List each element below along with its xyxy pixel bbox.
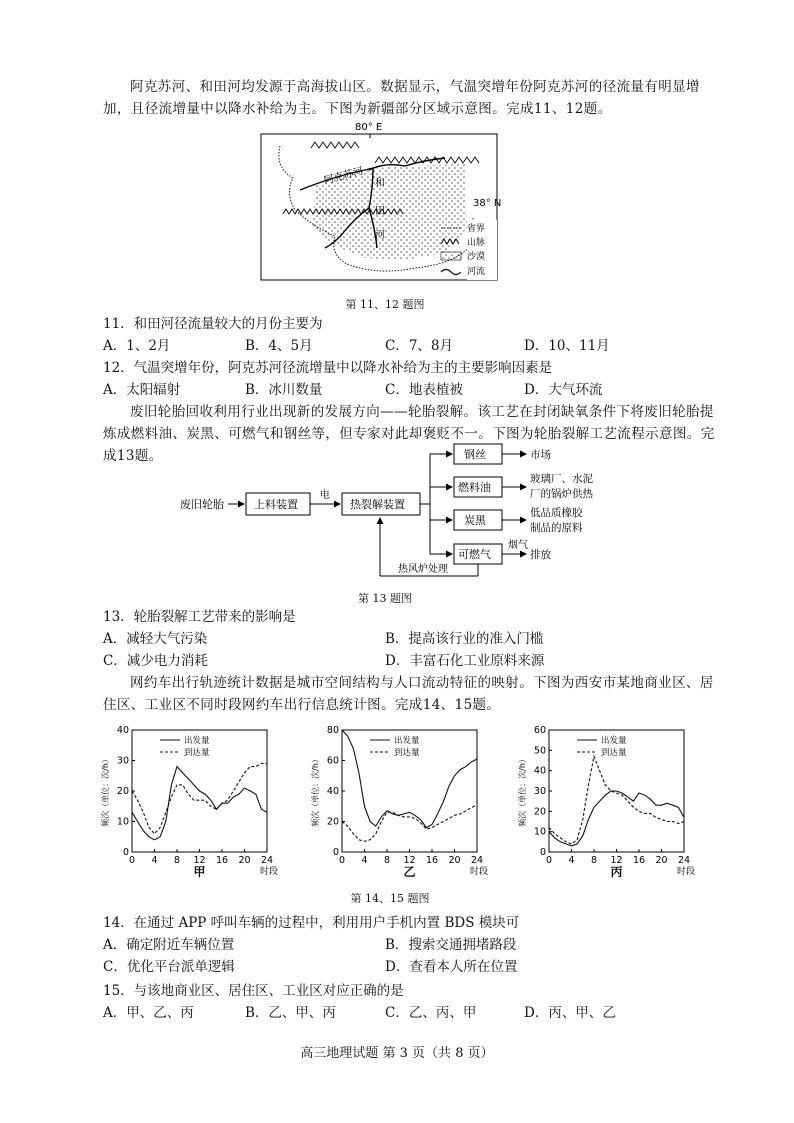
question-13-option-c[interactable]: C．减少电力消耗 — [103, 653, 208, 669]
longitude-label: 80° E — [355, 122, 383, 133]
xinjiang-map — [255, 118, 505, 298]
question-13-option-d[interactable]: D．丰富石化工业原料来源 — [385, 653, 545, 669]
question-14-option-d[interactable]: D．查看本人所在位置 — [385, 959, 518, 975]
y-axis-label: 频次（单位：次/h） — [311, 755, 320, 827]
page-footer: 高三地理试题 第 3 页（共 8 页） — [300, 1046, 494, 1061]
mountain-range-north — [311, 142, 479, 163]
x-tick-label: 24 — [470, 855, 484, 866]
river-label-he: 和 — [375, 178, 385, 189]
feeder-label: 上料装置 — [254, 498, 298, 511]
y-tick-label: 40 — [116, 725, 129, 736]
legend-label: 出发量 — [184, 736, 210, 746]
y-tick-label: 30 — [533, 786, 546, 797]
x-tick-label: 16 — [215, 855, 229, 866]
y-tick-label: 40 — [326, 786, 339, 797]
river-label-river: 河 — [375, 230, 385, 241]
question-11-option-a[interactable]: A．1、2月 — [103, 338, 171, 354]
question-12-option-d[interactable]: D．大气环流 — [524, 382, 603, 398]
y-tick-label: 0 — [332, 847, 339, 858]
y-tick-label: 60 — [533, 725, 546, 736]
y-tick-label: 10 — [116, 816, 129, 828]
y-tick-label: 40 — [533, 765, 546, 777]
use-rubber-1: 低品质橡胶 — [530, 507, 583, 519]
chart-title: 乙 — [403, 865, 416, 879]
question-15-option-b[interactable]: B．乙、甲、丙 — [245, 1005, 336, 1021]
y-tick-label: 80 — [326, 725, 339, 736]
question-11-option-b[interactable]: B．4、5月 — [245, 338, 313, 354]
question-13-option-a[interactable]: A．减轻大气污染 — [103, 631, 208, 647]
map-caption: 第 11、12 题图 — [345, 298, 425, 311]
x-tick-label: 24 — [677, 855, 691, 866]
series-line-arrival — [132, 764, 267, 834]
question-12-stem: 12．气温突增年份，阿克苏河径流增量中以降水补给为主的主要影响因素是 — [103, 360, 553, 376]
x-tick-label: 8 — [173, 855, 181, 866]
x-tick-label: 0 — [338, 855, 346, 866]
smoke-label: 烟气 — [508, 540, 528, 551]
intro-paragraph-3: 网约车出行轨迹统计数据是城市空间结构与人口流动特征的映射。下图为西安市某地商业区、居住区、工业区不同时段网约车出行信息统计图。完成14、15题。 — [103, 675, 714, 713]
x-tick-label: 16 — [632, 855, 646, 866]
chart-title: 甲 — [193, 865, 206, 879]
legend-label: 出发量 — [394, 736, 420, 746]
legend-label: 出发量 — [601, 736, 627, 746]
question-14-option-a[interactable]: A．确定附近车辆位置 — [103, 937, 235, 953]
legend-label: 到达量 — [184, 748, 210, 758]
y-tick-label: 0 — [122, 847, 129, 858]
use-boiler-2: 厂的锅炉供热 — [530, 488, 593, 500]
series-line-departure — [549, 791, 684, 846]
furnace-label: 热风炉处理 — [398, 564, 448, 575]
legend-desert: 沙漠 — [467, 252, 486, 262]
use-rubber-2: 制品的原料 — [530, 522, 583, 534]
chart-title: 丙 — [610, 865, 623, 879]
use-emission: 排放 — [530, 549, 551, 561]
legend-label: 到达量 — [601, 748, 627, 758]
question-11-option-c[interactable]: C．7、8月 — [385, 338, 454, 354]
x-tick-label: 4 — [568, 855, 575, 866]
pyrolysis-flow-diagram — [170, 440, 630, 585]
series-line-departure — [132, 767, 267, 840]
y-tick-label: 30 — [116, 755, 129, 767]
legend-province-border: 省界 — [467, 224, 486, 234]
question-12-option-a[interactable]: A．太阳辐射 — [103, 382, 181, 398]
y-tick-label: 20 — [116, 786, 129, 797]
intro-paragraph-1: 阿克苏河、和田河均发源于高海拔山区。数据显示，气温突增年份阿克苏河的径流量有明显增加，且径流增量中以降水补给为主。下图为新疆部分区域示意图。完成11、12题。 — [103, 79, 700, 117]
flow-input-label: 废旧轮胎 — [180, 498, 224, 511]
x-tick-label: 8 — [383, 855, 391, 866]
x-tick-label: 20 — [238, 855, 251, 866]
y-tick-label: 10 — [533, 826, 546, 838]
legend-label: 到达量 — [394, 748, 420, 758]
chart-bing — [515, 722, 700, 882]
y-tick-label: 20 — [533, 806, 546, 818]
x-tick-label: 16 — [425, 855, 439, 866]
charts-caption: 第 14、15 题图 — [350, 892, 430, 905]
x-axis-label: 时段 — [676, 867, 696, 877]
x-tick-label: 20 — [448, 855, 461, 866]
x-tick-label: 0 — [128, 855, 136, 866]
x-tick-label: 4 — [151, 855, 158, 866]
question-13-stem: 13．轮胎裂解工艺带来的影响是 — [103, 609, 296, 625]
product-gas: 可燃气 — [458, 548, 491, 561]
question-14-option-b[interactable]: B．搜索交通拥堵路段 — [385, 937, 517, 953]
legend-river: 河流 — [467, 267, 486, 277]
y-axis-label: 频次（单位：次/h） — [101, 755, 110, 827]
river-label-aksu: 阿克苏河 — [322, 165, 365, 187]
series-line-arrival — [549, 756, 684, 844]
x-axis-label: 时段 — [259, 867, 279, 877]
question-14-option-c[interactable]: C．优化平台派单逻辑 — [103, 959, 235, 975]
use-market: 市场 — [530, 449, 551, 461]
x-tick-label: 0 — [545, 855, 553, 866]
y-tick-label: 60 — [326, 755, 339, 767]
product-steel: 钢丝 — [464, 448, 486, 461]
power-label: 电 — [320, 490, 330, 501]
chart-jia — [98, 722, 283, 882]
pyrolysis-label: 热裂解装置 — [350, 498, 405, 511]
x-tick-label: 12 — [193, 855, 206, 866]
x-tick-label: 20 — [655, 855, 668, 866]
use-boiler-1: 玻璃厂、水泥 — [530, 473, 593, 485]
latitude-label: 38° N — [473, 198, 502, 209]
question-11-stem: 11．和田河径流量较大的月份主要为 — [103, 316, 323, 332]
x-axis-label: 时段 — [469, 867, 489, 877]
product-carbon: 炭黑 — [464, 514, 486, 527]
question-14-stem: 14．在通过 APP 呼叫车辆的过程中，利用用户手机内置 BDS 模块可 — [103, 915, 520, 931]
y-tick-label: 50 — [533, 745, 546, 757]
x-tick-label: 24 — [260, 855, 274, 866]
y-axis-label: 频次（单位：次/h） — [518, 755, 527, 827]
question-12-option-c[interactable]: C．地表植被 — [385, 382, 463, 398]
product-oil: 燃料油 — [458, 481, 491, 494]
question-15-option-a[interactable]: A．甲、乙、丙 — [103, 1005, 194, 1021]
question-13-option-b[interactable]: B．提高该行业的准入门槛 — [385, 631, 544, 647]
x-tick-label: 4 — [361, 855, 368, 866]
river-label-tian: 田 — [375, 206, 385, 217]
question-15-stem: 15．与该地商业区、居住区、工业区对应正确的是 — [103, 983, 404, 999]
question-15-option-c[interactable]: C．乙、丙、甲 — [385, 1005, 477, 1021]
series-line-arrival — [342, 805, 477, 842]
legend-mountain: 山脉 — [467, 238, 486, 248]
question-12-option-b[interactable]: B．冰川数量 — [245, 382, 323, 398]
y-tick-label: 0 — [539, 847, 546, 858]
x-tick-label: 12 — [403, 855, 416, 866]
y-tick-label: 20 — [326, 816, 339, 828]
flow-caption: 第 13 题图 — [358, 592, 412, 605]
x-tick-label: 12 — [610, 855, 623, 866]
chart-yi — [308, 722, 493, 882]
x-tick-label: 8 — [590, 855, 598, 866]
intro-paragraph-2: 废旧轮胎回收利用行业出现新的发展方向——轮胎裂解。该工艺在封闭缺氧条件下将废旧轮胎提炼成燃料油、炭黑、可燃气和钢丝等，但专家对此却褒贬不一。下图为轮胎裂解工艺流程示意图。完成13题。 — [103, 404, 715, 464]
question-11-option-d[interactable]: D．10、11月 — [524, 338, 610, 354]
question-15-option-d[interactable]: D．丙、甲、乙 — [524, 1005, 616, 1021]
